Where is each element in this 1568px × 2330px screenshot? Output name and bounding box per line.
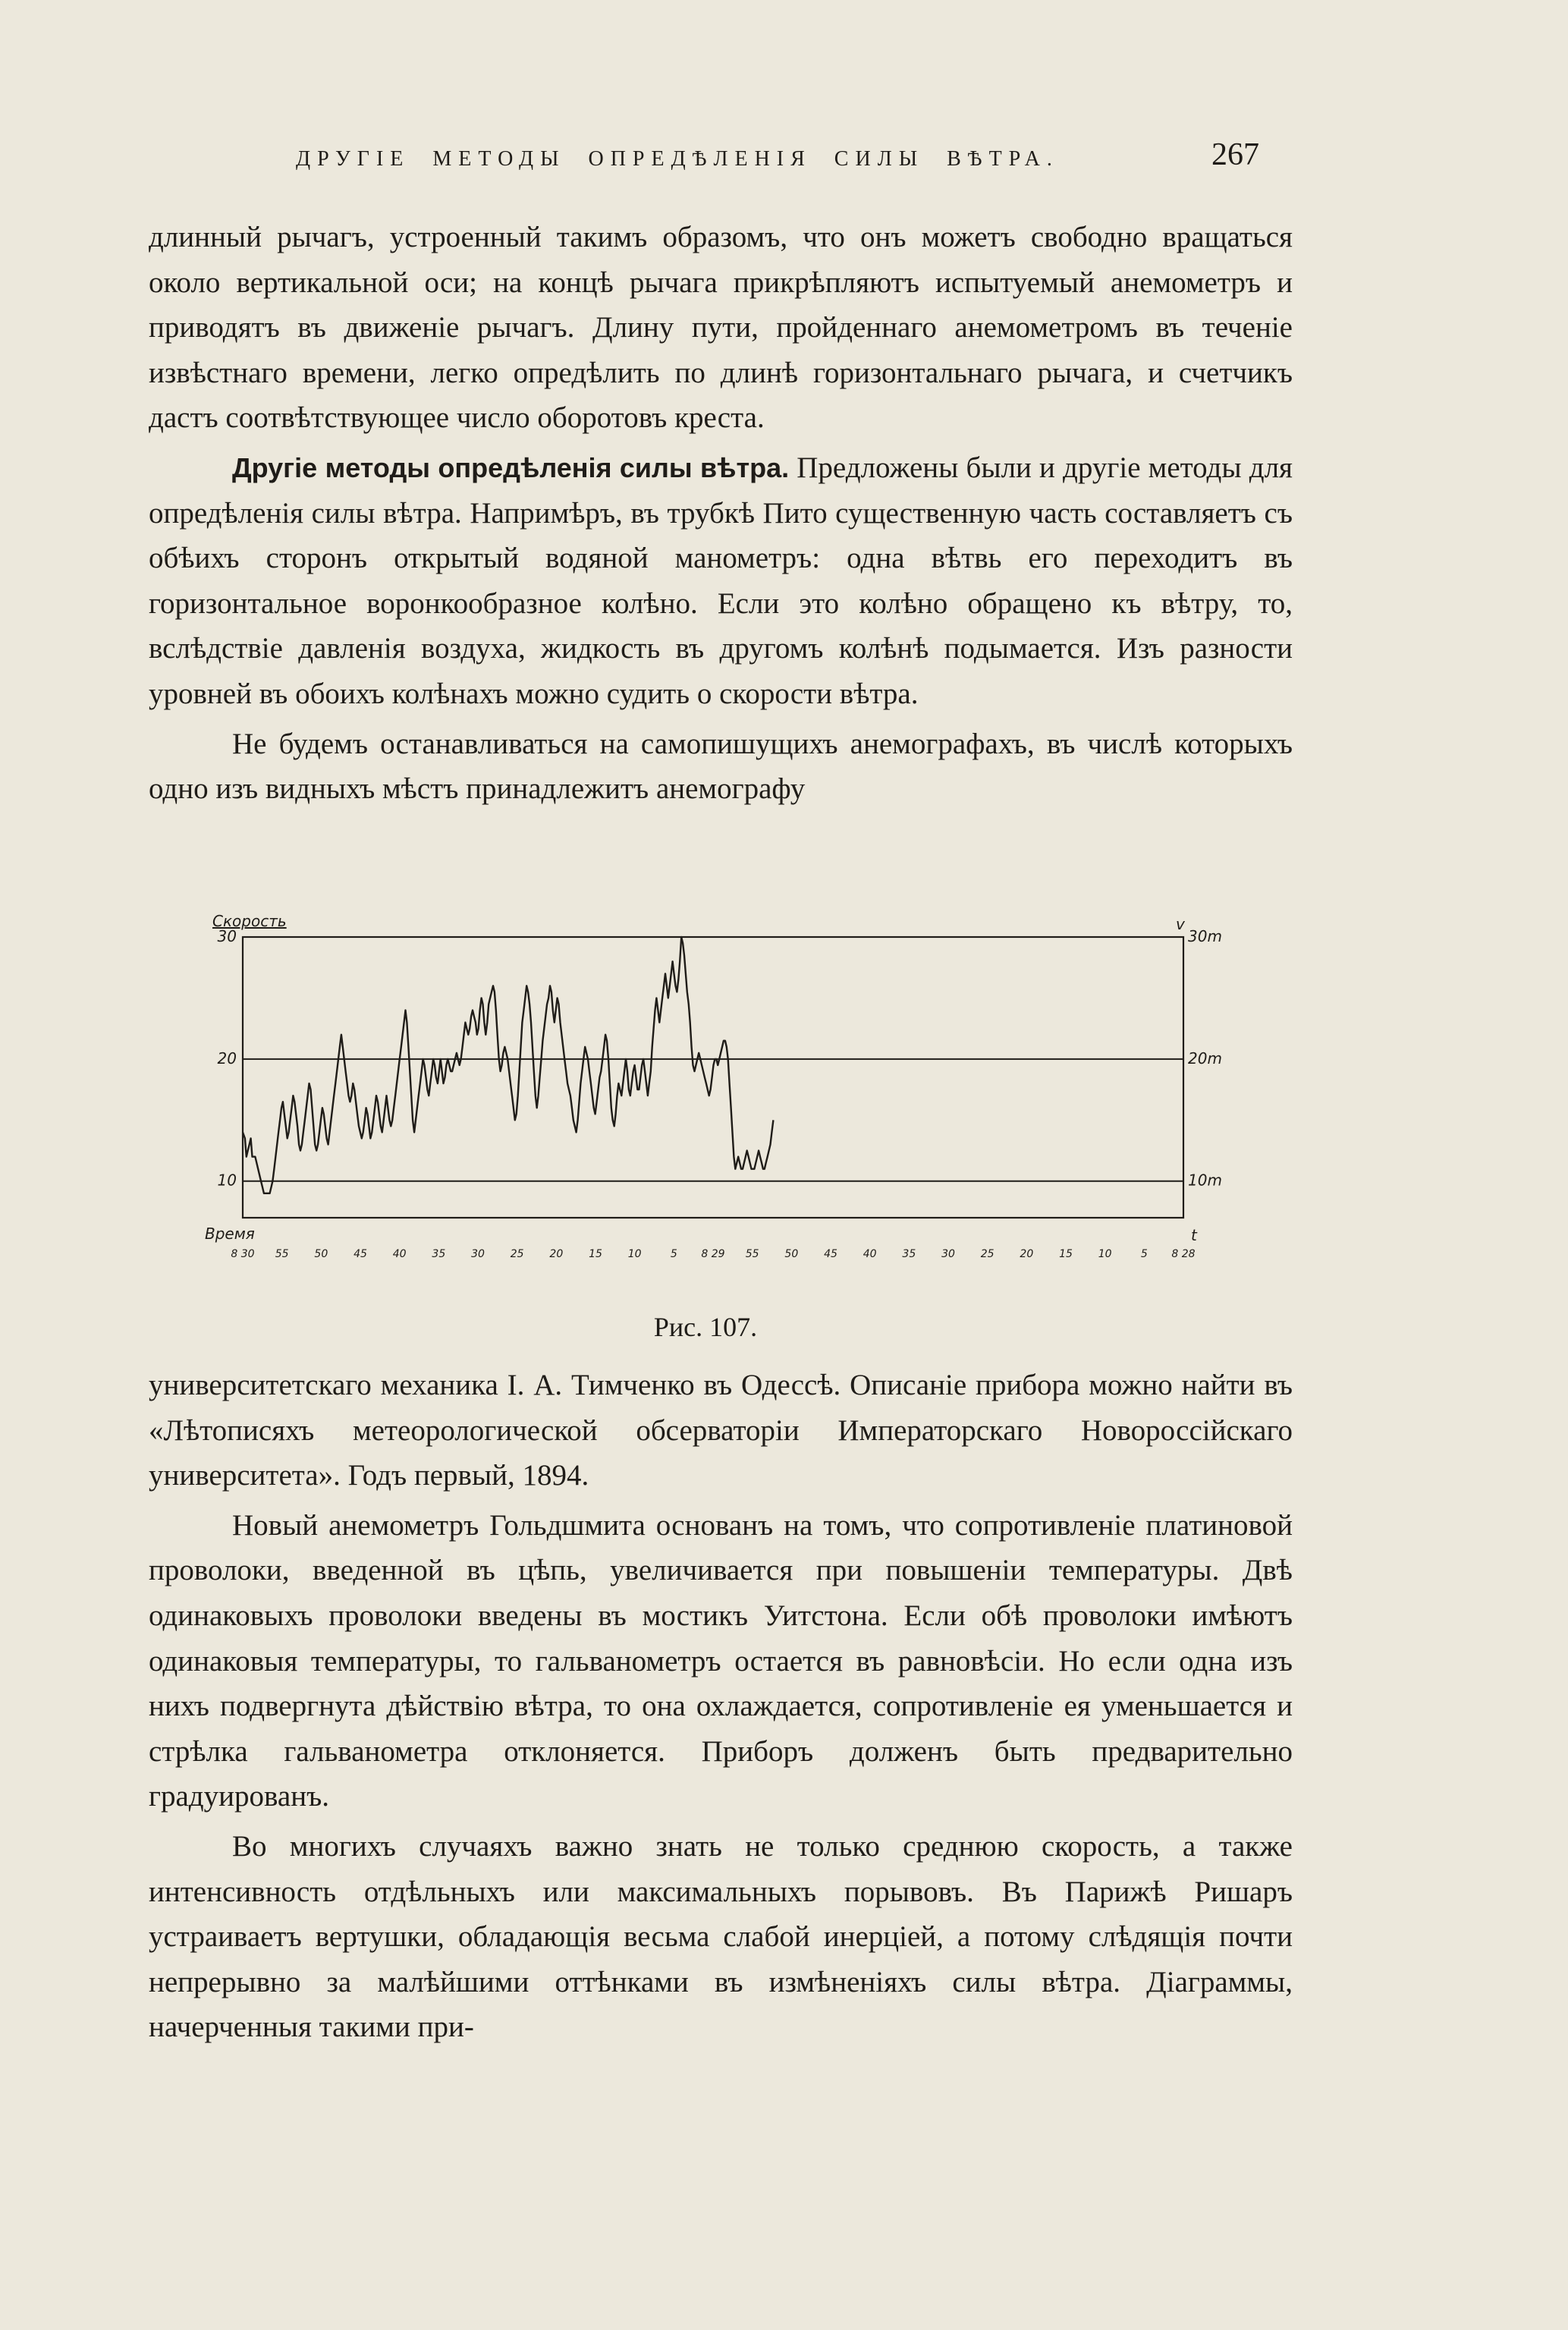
figure bbox=[205, 895, 1222, 1342]
right-x-label: t bbox=[1191, 1226, 1197, 1244]
x-tick-label: 55 bbox=[275, 1248, 289, 1260]
x-tick-label: 50 bbox=[784, 1248, 799, 1260]
chart-frame bbox=[243, 937, 1183, 1218]
anemogram-chart bbox=[205, 895, 1222, 1290]
x-tick-label: 30 bbox=[941, 1248, 955, 1260]
paragraph-1: длинный рычагъ, устроенный такимъ образомъ, что онъ можетъ свободно вращаться около вертикальной оси; на концѣ рычага прикрѣпляютъ испытуемый анемометръ и приводятъ въ движеніе рычагъ. Длину пути, пройденнаго анемометромъ въ теченіе извѣстнаго времени, легко опредѣлить по длинѣ горизонтальнаго рычага, и счетчикъ дастъ соотвѣтствующее число оборотовъ креста. bbox=[149, 221, 1293, 435]
y-tick-label-left: 20 bbox=[217, 1049, 237, 1068]
x-axis-label: Время bbox=[205, 1225, 255, 1243]
text-top bbox=[149, 215, 1293, 812]
x-tick-label: 5 bbox=[670, 1248, 677, 1260]
y-tick-label-right: 10m bbox=[1188, 1171, 1222, 1190]
y-tick-label-left: 10 bbox=[217, 1171, 237, 1190]
x-tick-label: 5 bbox=[1140, 1248, 1148, 1260]
running-head: ДРУГІЕ МЕТОДЫ ОПРЕДѢЛЕНІЯ СИЛЫ ВѢТРА. bbox=[296, 147, 1059, 171]
paragraph-3: Не будемъ останавливаться на самопишущихъ анемографахъ, въ числѣ которыхъ одно изъ видныхъ мѣстъ принадлежитъ анемографу bbox=[149, 727, 1293, 806]
x-tick-label: 15 bbox=[589, 1248, 602, 1260]
x-tick-label: 40 bbox=[863, 1248, 877, 1260]
x-tick-label: 10 bbox=[627, 1248, 642, 1260]
paragraph-2-text: Предложены были и другіе методы для опредѣленія силы вѣтра. Напримѣръ, въ трубкѣ Пито существенную часть составляетъ съ обѣихъ сторонъ открытый водяной манометръ: одна вѣтвь его переходитъ въ горизонтальное воронкообразное колѣно. Если это колѣно обращено къ вѣтру, то, вслѣдствіе давленія воздуха, жидкость въ другомъ колѣнѣ подымается. Изъ разности уровней въ обоихъ колѣнахъ можно судить о скорости вѣтра. bbox=[149, 451, 1293, 710]
y-tick-label-right: 30m bbox=[1188, 927, 1222, 945]
x-tick-label: 35 bbox=[432, 1248, 446, 1260]
x-tick-label: 15 bbox=[1059, 1248, 1073, 1260]
x-tick-label: 40 bbox=[392, 1248, 407, 1260]
x-tick-label: 55 bbox=[745, 1248, 759, 1260]
x-tick-label: 30 bbox=[471, 1248, 485, 1260]
paragraph-4: университетскаго механика І. А. Тимченко въ Одессѣ. Описаніе прибора можно найти въ «Лѣтописяхъ метеорологической обсерваторіи Императорскаго Новороссійскаго университета». Годъ первый, 1894. bbox=[149, 1369, 1293, 1492]
y-tick-label-right: 20m bbox=[1188, 1049, 1222, 1068]
y-tick-label-left: 30 bbox=[217, 927, 237, 945]
x-tick-label: 8 30 bbox=[231, 1248, 255, 1260]
paragraph-6: Во многихъ случаяхъ важно знать не только среднюю скорость, а также интенсивность отдѣльныхъ или максимальныхъ порывовъ. Въ Парижѣ Ришаръ устраиваетъ вертушки, обладающія весьма слабой инерціей, а потому слѣдящія почти непрерывно за малѣйшими оттѣнками въ измѣненіяхъ силы вѣтра. Діаграммы, начерченныя такими при- bbox=[149, 1829, 1293, 2044]
figure-caption: Рис. 107. bbox=[653, 1312, 758, 1342]
x-tick-label: 25 bbox=[980, 1248, 995, 1260]
right-axis-label: v bbox=[1176, 915, 1185, 933]
text-bottom bbox=[149, 1363, 1293, 2050]
section-heading: Другіе методы опредѣленія силы вѣтра. bbox=[232, 451, 790, 483]
x-tick-label: 50 bbox=[314, 1248, 328, 1260]
x-tick-label: 20 bbox=[549, 1248, 564, 1260]
x-tick-label: 25 bbox=[510, 1248, 524, 1260]
x-tick-label: 35 bbox=[902, 1248, 916, 1260]
x-tick-label: 45 bbox=[824, 1248, 837, 1260]
x-tick-label: 8 29 bbox=[701, 1248, 725, 1260]
x-tick-label: 10 bbox=[1098, 1248, 1112, 1260]
x-tick-label: 8 28 bbox=[1171, 1248, 1196, 1260]
y-axis-label: Скорость bbox=[212, 912, 287, 930]
page-header bbox=[144, 137, 1290, 182]
x-tick-label: 45 bbox=[354, 1248, 367, 1260]
paragraph-5: Новый анемометръ Гольдшмита основанъ на томъ, что сопротивленіе платиновой проволоки, введенной въ цѣпь, увеличивается при повышеніи температуры. Двѣ одинаковыхъ проволоки введены въ мостикъ Уитстона. Если обѣ проволоки имѣютъ одинаковыя температуры, то гальванометръ остается въ равновѣсіи. Но если одна изъ нихъ подвергнута дѣйствію вѣтра, то она охлаждается, сопротивленіе ея уменьшается и стрѣлка гальванометра отклоняется. Приборъ долженъ быть предварительно градуированъ. bbox=[149, 1508, 1293, 1813]
series-line bbox=[243, 937, 773, 1193]
paragraph-2 bbox=[149, 445, 1293, 717]
x-tick-label: 20 bbox=[1020, 1248, 1034, 1260]
page-number: 267 bbox=[1211, 137, 1259, 172]
